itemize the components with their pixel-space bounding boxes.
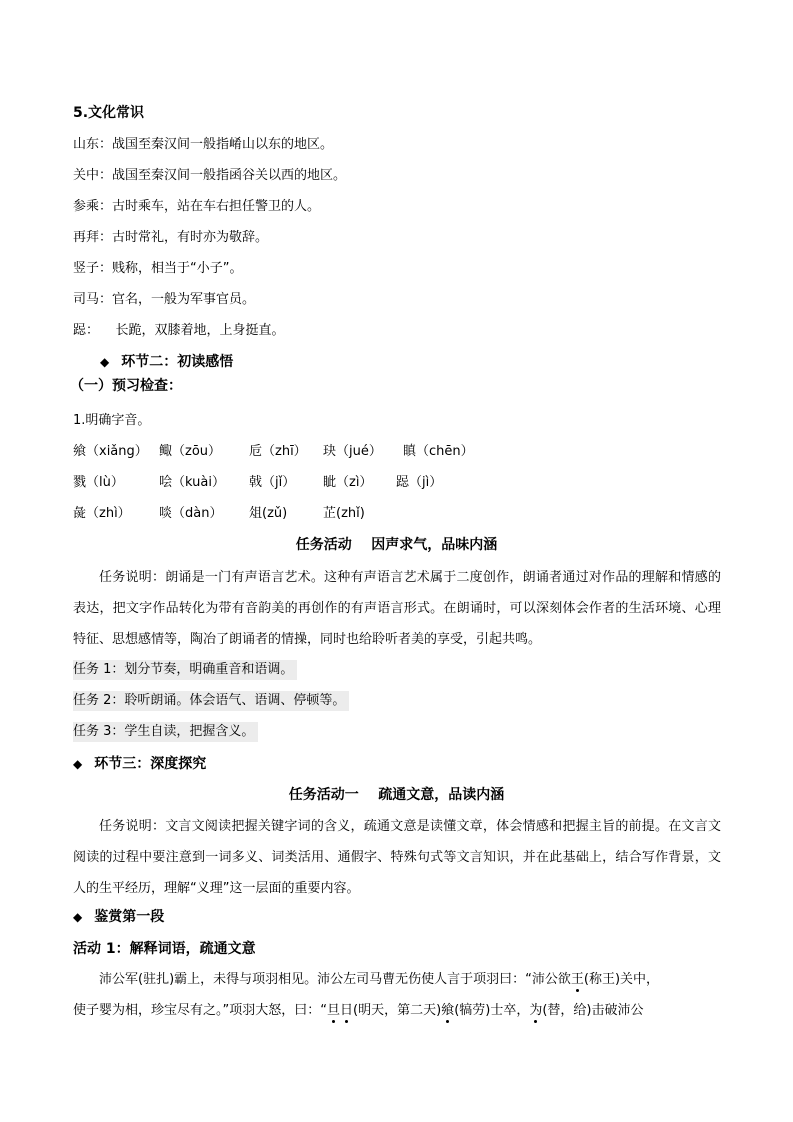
diamond-bullet-icon: ◆ (73, 910, 83, 924)
subsection-heading: （一）预习检查： (70, 378, 182, 394)
pinyin-item: 戟（jǐ） (249, 475, 296, 490)
culture-item: 山东：战国至秦汉间一般指崤山以东的地区。 (73, 137, 334, 152)
pinyin-item: 飨（xiǎng） (73, 444, 148, 459)
culture-item: 跽： 长跪，双膝着地，上身挺直。 (73, 323, 285, 338)
emphasis-char: 旦 (326, 1003, 340, 1018)
task-item: 任务 1：划分节奏，明确重音和语调。 (73, 660, 297, 680)
pinyin-item: 俎(zǔ) (249, 506, 288, 521)
pinyin-item: 瞋（chēn） (403, 444, 474, 459)
diamond-bullet-icon: ◆ (73, 757, 83, 771)
passage-line: 沛公军(驻扎)霸上，未得与项羽相见。沛公左司马曹无伤使人言于项羽曰：“沛公欲王(称王)关中， (99, 972, 660, 987)
culture-item: 再拜：古时常礼，有时亦为敬辞。 (73, 230, 269, 245)
task-item: 任务 3：学生自读，把握含义。 (73, 722, 258, 742)
passage-line: 使子婴为相，珍宝尽有之。”项羽大怒，曰：“旦日(明天，第二天)飨(犒劳)士卒，为(替，给)击破沛公 (73, 1003, 644, 1018)
pinyin-item: 芷(zhǐ) (323, 506, 365, 521)
pinyin-item: 跽（jì） (396, 475, 443, 490)
culture-item: 参乘：古时乘车，站在车右担任警卫的人。 (73, 199, 321, 214)
task-description: 任务说明：朗诵是一门有声语言艺术。这种有声语言艺术属于二度创作，朗诵者通过对作品的理解和情感的表达，把文字作品转化为带有音韵美的再创作的有声语言形式。在朗诵时，可以深刻体会作者的生活环境、心理特征、思想感情等，陶冶了朗诵者的情操，同时也给聆听者美的享受，引起共鸣。 (73, 570, 721, 647)
culture-item: 司马：官名，一般为军事官员。 (73, 292, 256, 307)
pinyin-item: 戮（lù） (73, 475, 124, 490)
task-item: 任务 2：聆听朗诵。体会语气、语调、停顿等。 (73, 691, 349, 711)
activity-heading: 活动 1：解释词语，疏通文意 (73, 941, 256, 957)
list-heading: 1.明确字音。 (73, 413, 151, 428)
emphasis-char: 飨 (441, 1003, 455, 1018)
culture-item: 竖子：贱称，相当于“小子”。 (73, 261, 243, 276)
pinyin-row (73, 443, 733, 461)
emphasis-char: 为 (529, 1003, 543, 1018)
pinyin-item: 鲰（zōu） (159, 444, 222, 459)
pinyin-row (73, 505, 733, 523)
emphasis-char: 王 (570, 972, 584, 987)
task-activity-title: 任务活动 因声求气，品味内涵 (295, 537, 498, 553)
emphasis-char: 日 (340, 1003, 354, 1018)
pinyin-item: 彘（zhì） (73, 506, 131, 521)
activity-title: 任务活动一 疏通文意，品读内涵 (288, 787, 505, 803)
section-heading: ◆ 环节三：深度探究 (73, 756, 207, 772)
section-title: 5.文化常识 (73, 105, 145, 121)
culture-item: 关中：战国至秦汉间一般指函谷关以西的地区。 (73, 168, 347, 183)
section-heading: ◆ 环节二：初读感悟 (100, 354, 234, 370)
pinyin-row (73, 474, 733, 492)
diamond-bullet-icon: ◆ (100, 355, 110, 369)
pinyin-item: 啖（dàn） (159, 506, 223, 521)
pinyin-item: 哙（kuài） (159, 475, 225, 490)
pinyin-item: 卮（zhī） (249, 444, 307, 459)
section-heading: ◆ 鉴赏第一段 (73, 909, 165, 925)
pinyin-item: 玦（jué） (323, 444, 382, 459)
task-description: 任务说明：文言文阅读把握关键字词的含义，疏通文意是读懂文章，体会情感和把握主旨的前提。在文言文阅读的过程中要注意到一词多义、词类活用、通假字、特殊句式等文言知识，并在此基础上，结合写作背景，文人的生平经历，理解“义理”这一层面的重要内容。 (73, 819, 721, 896)
pinyin-item: 眦（zì） (323, 475, 373, 490)
